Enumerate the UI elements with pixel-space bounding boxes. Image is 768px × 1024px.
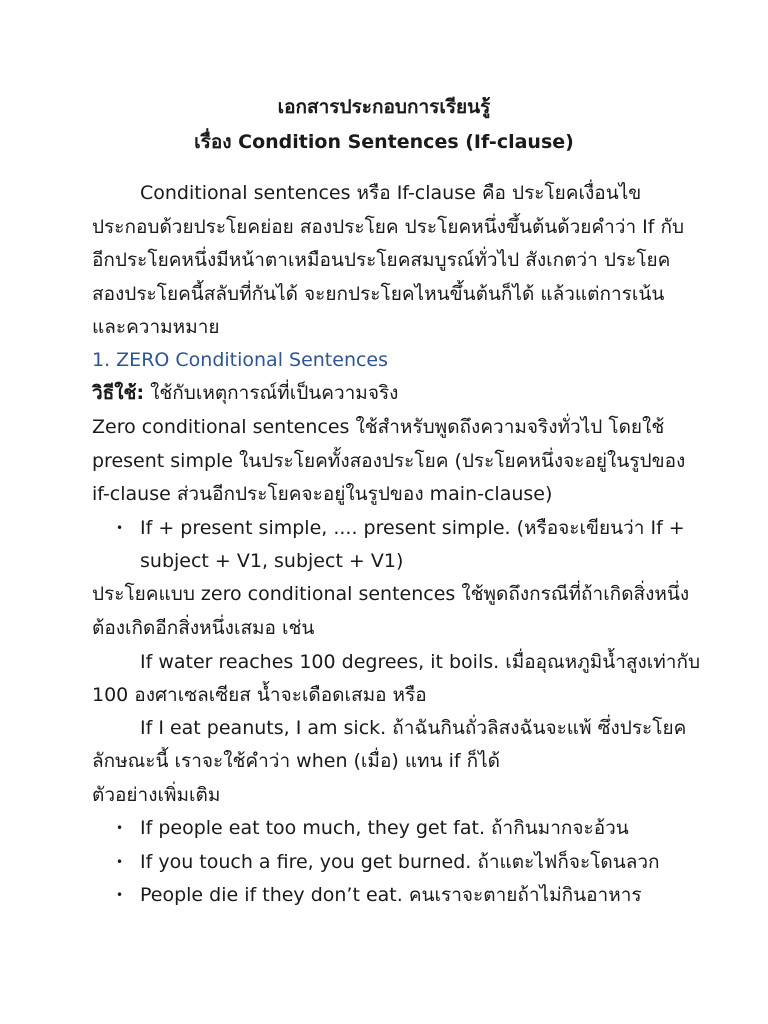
document-title: เอกสารประกอบการเรียนรู้ xyxy=(277,96,491,118)
example2-line-2: ลักษณะนี้ เราจะใช้คำว่า when (เมื่อ) แทน if ก็ได้ xyxy=(92,750,501,772)
example1-line-2: 100 องศาเซลเซียส น้ำจะเดือดเสมอ หรือ xyxy=(92,684,427,706)
document-subtitle: เรื่อง Condition Sentences (If-clause) xyxy=(194,131,574,153)
example1-line-1: If water reaches 100 degrees, it boils. เมื่ออุณหภูมิน้ำสูงเท่ากับ xyxy=(140,651,701,673)
intro-line-1: Conditional sentences หรือ If-clause คือ ประโยคเงื่อนไข xyxy=(140,182,642,204)
intro-line-3: อีกประโยคหนึ่งมีหน้าตาเหมือนประโยคสมบูรณ์ทั่วไป สังเกตว่า ประโยค xyxy=(92,249,671,271)
case-line-1: ประโยคแบบ zero conditional sentences ใช้พูดถึงกรณีที่ถ้าเกิดสิ่งหนึ่ง xyxy=(92,583,690,605)
intro-line-2: ประกอบด้วยประโยคย่อย สองประโยค ประโยคหนึ่งขึ้นต้นด้วยคำว่า If กับ xyxy=(92,216,685,238)
structure-bullet-line-1: If + present simple, .... present simple. (หรือจะเขียนว่า If + xyxy=(140,517,685,539)
bullet-icon: • xyxy=(116,821,124,835)
more-example-1: If people eat too much, they get fat. ถ้ากินมากจะอ้วน xyxy=(140,817,629,839)
usage-text: ใช้กับเหตุการณ์ที่เป็นความจริง xyxy=(144,382,399,404)
intro-line-5: และความหมาย xyxy=(92,316,220,338)
example2-line-1: If I eat peanuts, I am sick. ถ้าฉันกินถั่วลิสงฉันจะแพ้ ซึ่งประโยค xyxy=(140,717,687,739)
explain-line-3: if-clause ส่วนอีกประโยคจะอยู่ในรูปของ main-clause) xyxy=(92,483,553,505)
bullet-icon: • xyxy=(116,855,124,869)
explain-line-1: Zero conditional sentences ใช้สำหรับพูดถึงความจริงทั่วไป โดยใช้ xyxy=(92,416,665,438)
section-heading-zero-conditional: 1. ZERO Conditional Sentences xyxy=(92,349,389,371)
bullet-icon: • xyxy=(116,888,124,902)
case-line-2: ต้องเกิดอีกสิ่งหนึ่งเสมอ เช่น xyxy=(92,617,315,639)
structure-bullet-line-2: subject + V1, subject + V1) xyxy=(140,550,404,572)
usage-line xyxy=(92,378,398,408)
more-example-2: If you touch a fire, you get burned. ถ้าแตะไฟก็จะโดนลวก xyxy=(140,851,660,873)
explain-line-2: present simple ในประโยคทั้งสองประโยค (ประโยคหนึ่งจะอยู่ในรูปของ xyxy=(92,450,686,472)
bullet-icon: • xyxy=(116,521,124,535)
more-example-3: People die if they don’t eat. คนเราจะตายถ้าไม่กินอาหาร xyxy=(140,884,642,906)
usage-label: วิธีใช้: xyxy=(92,382,145,404)
intro-line-4: สองประโยคนี้สลับที่กันได้ จะยกประโยคไหนขึ้นต้นก็ได้ แล้วแต่การเน้น xyxy=(92,283,665,305)
more-examples-label: ตัวอย่างเพิ่มเติม xyxy=(92,784,221,806)
